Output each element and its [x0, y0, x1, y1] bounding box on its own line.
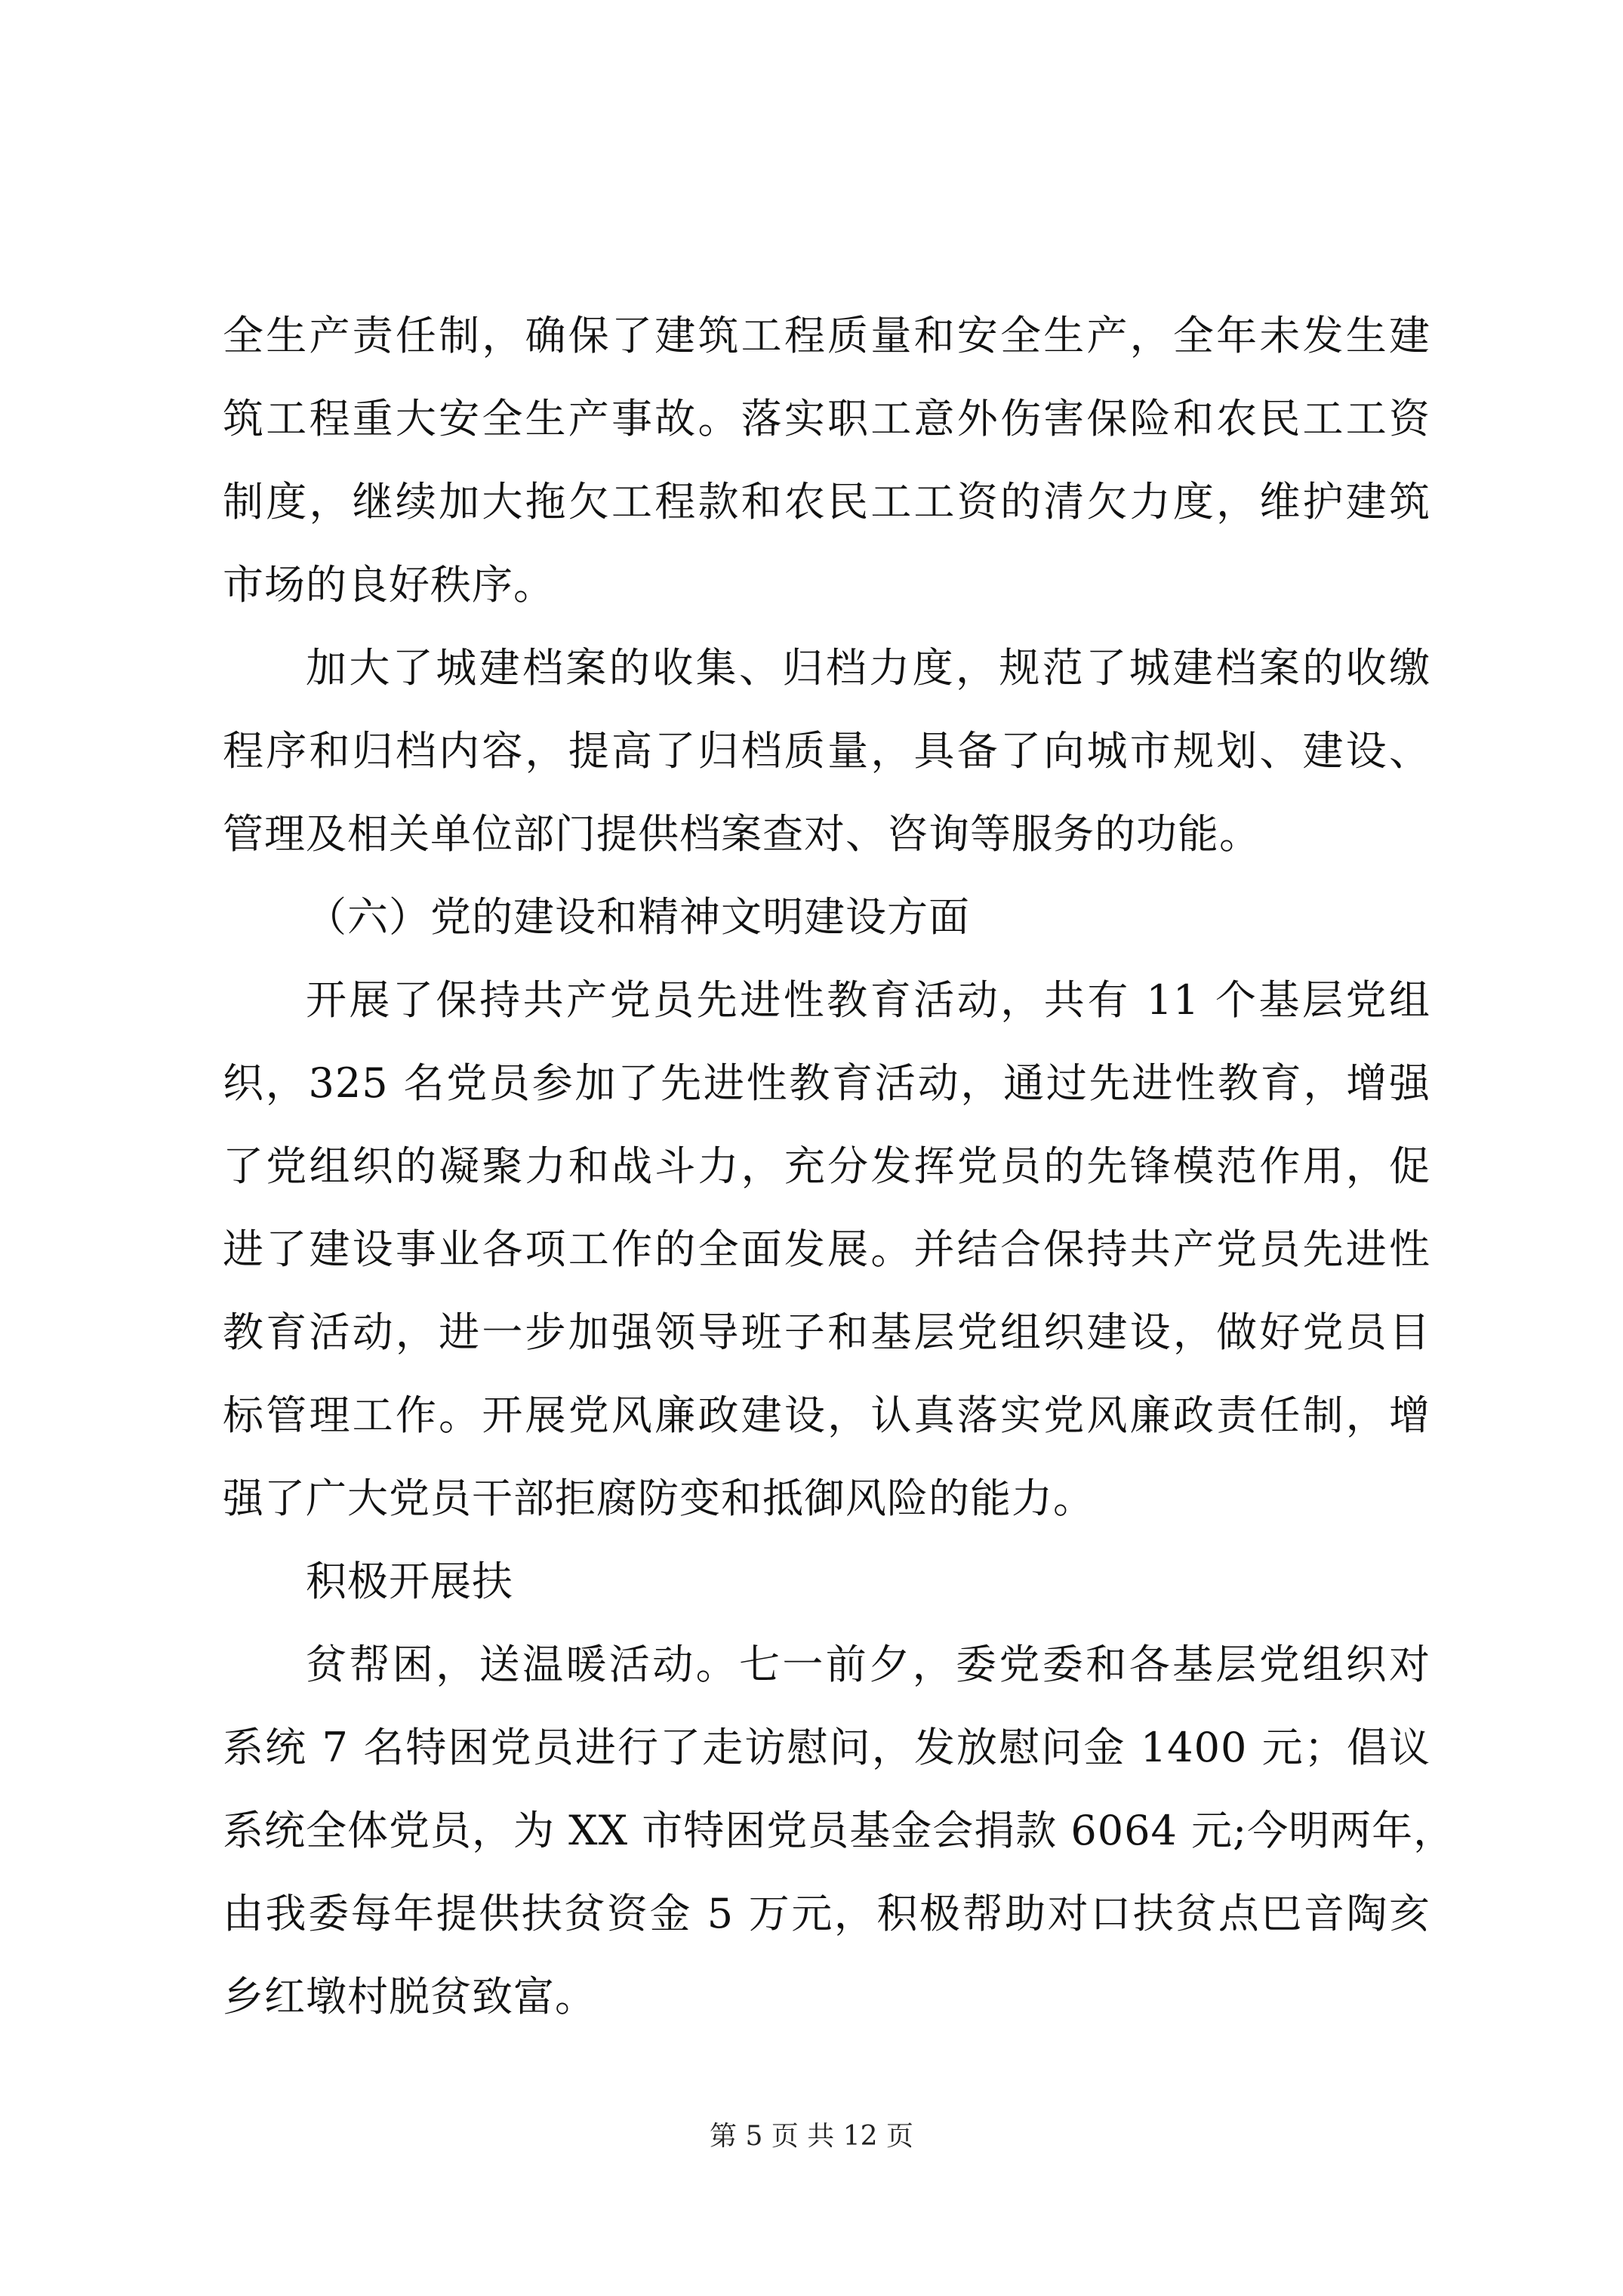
line-text: 筑工程重大安全生产事故。落实职工意外伤害保险和农民工工资 — [223, 395, 1431, 442]
line-text: 制度，继续加大拖欠工程款和农民工工资的清欠力度，维护建筑 — [223, 478, 1431, 525]
line-text: （六）党的建设和精神文明建设方面 — [306, 893, 970, 941]
line-text: 进了建设事业各项工作的全面发展。并结合保持共产党员先进性 — [223, 1225, 1431, 1273]
line-text: 系统 7 名特困党员进行了走访慰问，发放慰问金 1400 元；倡议 — [223, 1724, 1431, 1771]
line-text: 教育活动，进一步加强领导班子和基层党组织建设，做好党员目 — [223, 1308, 1431, 1356]
page-number-footer: 第 5 页 共 12 页 — [710, 2121, 913, 2152]
line-text: 加大了城建档案的收集、归档力度，规范了城建档案的收缴 — [306, 644, 1431, 692]
line-text: 强了广大党员干部拒腐防变和抵御风险的能力。 — [223, 1475, 1095, 1522]
line-text: 积极开展扶 — [306, 1558, 513, 1605]
line-text: 由我委每年提供扶贫资金 5 万元，积极帮助对口扶贫点巴音陶亥 — [223, 1890, 1431, 1937]
line-text: 全生产责任制，确保了建筑工程质量和安全生产，全年未发生建 — [223, 312, 1431, 359]
line-text: 乡红墩村脱贫致富。 — [223, 1973, 596, 2020]
line-text: 程序和归档内容，提高了归档质量，具备了向城市规划、建设、 — [223, 727, 1431, 775]
line-text: 市场的良好秩序。 — [223, 561, 555, 609]
line-text: 系统全体党员，为 XX 市特困党员基金会捐款 6064 元;今明两年， — [223, 1807, 1455, 1854]
line-text: 标管理工作。开展党风廉政建设，认真落实党风廉政责任制，增 — [223, 1391, 1431, 1439]
line-text: 织，325 名党员参加了先进性教育活动，通过先进性教育，增强 — [223, 1059, 1431, 1107]
line-text: 了党组织的凝聚力和战斗力，充分发挥党员的先锋模范作用，促 — [223, 1142, 1431, 1190]
line-text: 管理及相关单位部门提供档案查对、咨询等服务的功能。 — [223, 810, 1261, 858]
line-text: 开展了保持共产党员先进性教育活动，共有 11 个基层党组 — [306, 976, 1431, 1024]
line-text: 贫帮困，送温暖活动。七一前夕，委党委和各基层党组织对 — [306, 1641, 1431, 1688]
